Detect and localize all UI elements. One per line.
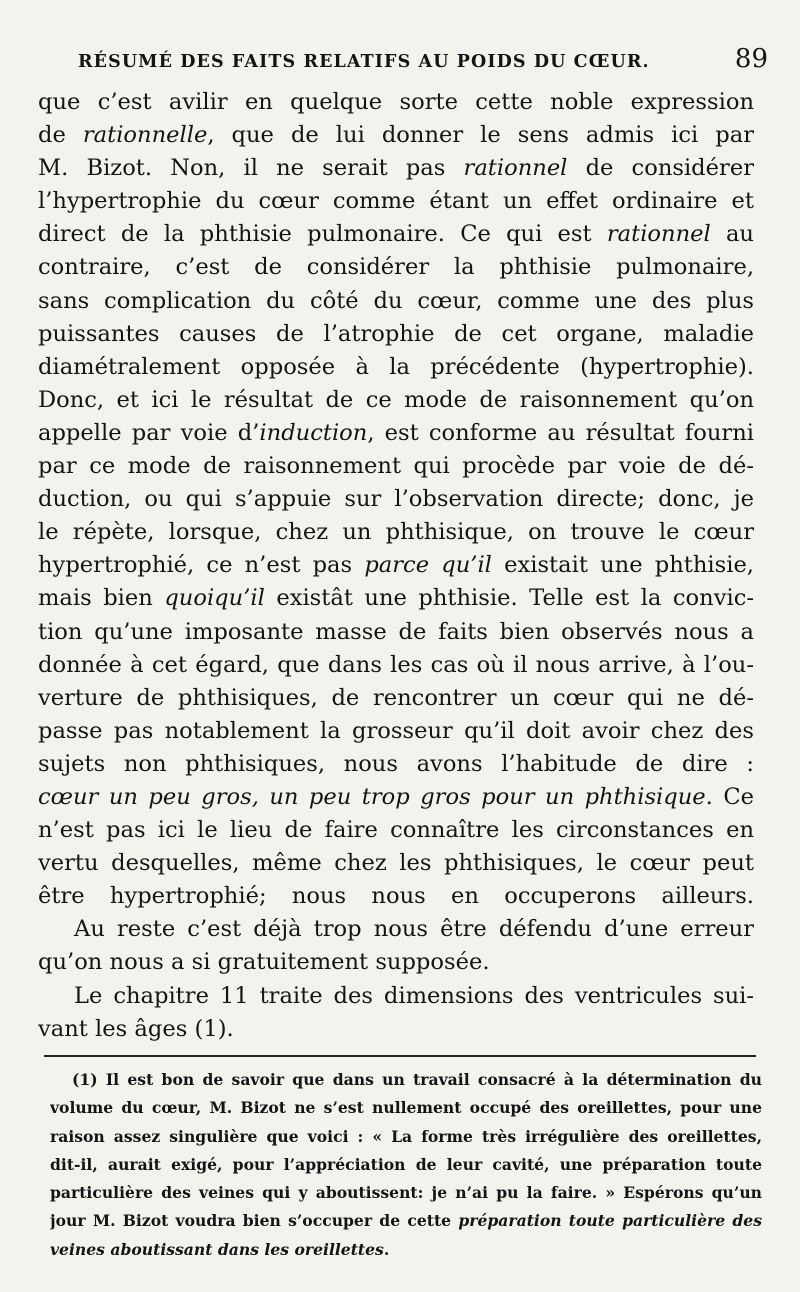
text-run: , que de lui donner le sens admis ici par xyxy=(207,122,754,149)
footnote-rule xyxy=(44,1055,756,1057)
body-line: Donc, et ici le résultat de ce mode de raisonnement qu’on xyxy=(38,386,754,413)
footnote-line: volume du cœur, M. Bizot ne s’est nullement occupé des oreillettes, pour une xyxy=(50,1098,762,1118)
body-line: donnée à cet égard, que dans les cas où il nous arrive, à l’ou- xyxy=(38,651,754,678)
footnote-line: dit-il, aurait exigé, pour l’appréciation de leur cavité, une préparation toute xyxy=(50,1154,762,1174)
italic-text: rationnelle xyxy=(82,122,208,149)
body-line: passe pas notablement la grosseur qu’il doit avoir chez des xyxy=(38,717,754,744)
text-run: appelle par voie d’ xyxy=(38,419,260,446)
italic-text: rationnel xyxy=(463,155,568,182)
text-run: de xyxy=(38,122,83,149)
italic-text: parce qu’il xyxy=(364,552,492,579)
text-run: . xyxy=(383,1239,390,1259)
text-run: mais bien xyxy=(38,585,165,612)
body-line: Au reste c’est déjà trop nous être défendu d’une erreur xyxy=(74,916,754,943)
body-line xyxy=(38,218,754,251)
body-line: tion qu’une imposante masse de faits bien observés nous a xyxy=(38,618,754,645)
footnote-line xyxy=(50,1236,762,1264)
text-run: , est conforme au résultat fourni xyxy=(367,419,754,446)
body-line: par ce mode de raisonnement qui procède par voie de dé- xyxy=(38,453,754,480)
text-run: au xyxy=(710,221,754,248)
italic-text: quoiqu’il xyxy=(164,585,265,612)
body-line xyxy=(38,582,754,615)
body-line: l’hypertrophie du cœur comme étant un effet ordinaire et xyxy=(38,188,754,215)
body-line: Le chapitre 11 traite des dimensions des ventricules sui- xyxy=(74,982,754,1009)
text-run: existait une phthisie, xyxy=(491,552,754,579)
text-run: hypertrophié, ce n’est pas xyxy=(38,552,365,579)
text-run: existât une phthisie. Telle est la convic- xyxy=(264,585,754,612)
body-line: sujets non phthisiques, nous avons l’habitude de dire : xyxy=(38,750,754,777)
body-line: contraire, c’est de considérer la phthisie pulmonaire, xyxy=(38,254,754,281)
body-line: diamétralement opposée à la précédente (hypertrophie). xyxy=(38,353,754,380)
text-run: . Ce xyxy=(705,783,754,810)
body-line: qu’on nous a si gratuitement supposée. xyxy=(38,949,490,976)
body-line xyxy=(38,549,754,582)
italic-text: induction xyxy=(259,419,368,446)
body-line: vant les âges (1). xyxy=(38,1015,234,1042)
body-line xyxy=(38,119,754,152)
text-run: direct de la phthisie pulmonaire. Ce qui est xyxy=(38,221,607,248)
text-run: de considérer xyxy=(567,155,754,182)
main-text xyxy=(38,86,754,1046)
footnote-line: particulière des veines qui y aboutissent: je n’ai pu la faire. » Espérons qu’un xyxy=(50,1183,762,1203)
body-line xyxy=(38,152,754,185)
body-line: verture de phthisiques, de rencontrer un cœur qui ne dé- xyxy=(38,684,754,711)
text-run: jour M. Bizot voudra bien s’occuper de cette xyxy=(50,1211,459,1231)
body-line: vertu desquelles, même chez les phthisiques, le cœur peut xyxy=(38,850,754,877)
body-line xyxy=(38,781,754,814)
text-run: M. Bizot. Non, il ne serait pas xyxy=(38,155,464,182)
body-line: que c’est avilir en quelque sorte cette noble expression xyxy=(38,89,754,115)
body-line: n’est pas ici le lieu de faire connaître les circonstances en xyxy=(38,817,754,844)
body-line xyxy=(38,417,754,450)
footnote-line: raison assez singulière que voici : « La forme très irrégulière des oreillettes, xyxy=(50,1126,762,1146)
page-header xyxy=(78,44,768,80)
italic-text: préparation toute particulière des xyxy=(458,1211,762,1231)
body-line: être hypertrophié; nous nous en occuperons ailleurs. xyxy=(38,883,754,910)
footnote xyxy=(50,1066,762,1264)
body-line: puissantes causes de l’atrophie de cet organe, maladie xyxy=(38,320,754,347)
body-line: le répète, lorsque, chez un phthisique, on trouve le cœur xyxy=(38,519,754,546)
footnote-line: (1) Il est bon de savoir que dans un travail consacré à la détermination du xyxy=(72,1070,762,1089)
body-line: sans complication du côté du cœur, comme une des plus xyxy=(38,287,754,314)
running-head: RÉSUMÉ DES FAITS RELATIFS AU POIDS DU CŒUR. xyxy=(78,52,650,72)
page-number: 89 xyxy=(734,44,768,74)
italic-text: rationnel xyxy=(606,221,711,248)
body-line: duction, ou qui s’appuie sur l’observation directe; donc, je xyxy=(38,486,754,513)
italic-text: veines aboutissant dans les oreillettes xyxy=(50,1239,384,1259)
footnote-line xyxy=(50,1207,762,1235)
italic-text: cœur un peu gros, un peu trop gros pour un phthisique xyxy=(38,783,706,810)
